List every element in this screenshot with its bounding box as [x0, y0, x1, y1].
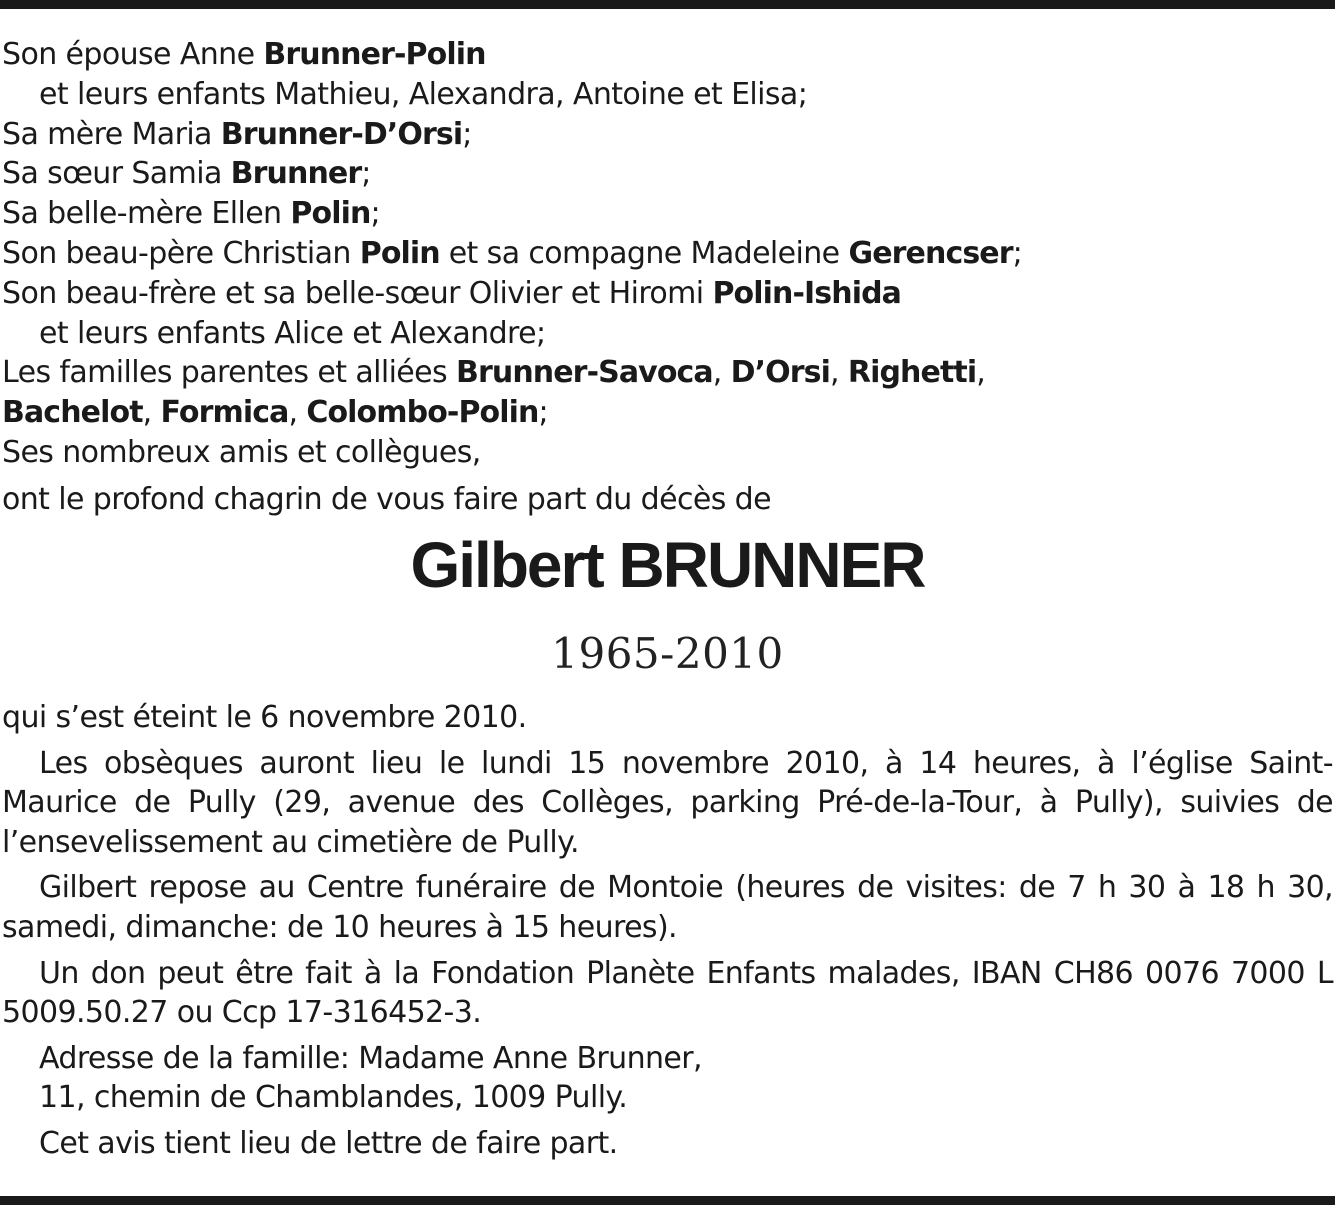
closing-line: Cet avis tient lieu de lettre de faire part. [39, 1125, 618, 1161]
family-address-line-1: Adresse de la famille: Madame Anne Brunner, [39, 1040, 702, 1076]
notice-body [2, 698, 1333, 1164]
visitation-paragraph: Gilbert repose au Centre funéraire de Montoie (heures de visites: de 7 h 30 à 18 h 30, samedi, dimanche: de 10 heures à 15 heures). [2, 870, 1333, 945]
family-line [2, 393, 1332, 433]
family-surname: Gerencser [848, 235, 1013, 271]
family-text: Sa sœur Samia [2, 156, 231, 192]
family-text: Son beau-père Christian [2, 235, 360, 271]
family-surname: Polin [290, 196, 371, 232]
family-surname: Formica [160, 395, 289, 431]
family-surname: Righetti [847, 355, 977, 391]
family-line [2, 35, 1332, 75]
family-surname: Brunner-Savoca [456, 355, 713, 391]
family-text: et sa compagne Madeleine [439, 235, 849, 271]
family-line [2, 115, 1332, 155]
family-surname: D’Orsi [730, 355, 830, 391]
family-text: et leurs enfants Alice et Alexandre; [39, 315, 546, 351]
family-surname: Colombo-Polin [306, 395, 539, 431]
family-text: Sa mère Maria [2, 116, 221, 152]
family-text: Sa belle-mère Ellen [2, 196, 291, 232]
family-surname: Polin [359, 235, 440, 271]
family-line [2, 194, 1332, 234]
family-line [2, 154, 1332, 194]
family-line [2, 314, 1332, 354]
family-text: ; [1012, 235, 1023, 271]
family-surname: Brunner-Polin [263, 37, 486, 72]
death-date-line: qui s’est éteint le 6 novembre 2010. [2, 700, 527, 735]
family-text: , [712, 355, 731, 391]
top-rule [0, 0, 1335, 9]
family-text: Les familles parentes et alliées [2, 355, 456, 391]
family-text: , [830, 355, 848, 391]
family-text: , [142, 395, 161, 431]
family-line [2, 353, 1332, 393]
bottom-rule [0, 1196, 1335, 1205]
family-text: , [288, 395, 307, 431]
family-line [2, 433, 1332, 473]
family-address-line-2: 11, chemin de Chamblandes, 1009 Pully. [39, 1080, 628, 1116]
family-surname: Brunner [230, 156, 362, 192]
family-text: ; [361, 156, 371, 192]
family-text: Son beau-frère et sa belle-sœur Olivier et Hiromi [2, 275, 713, 311]
life-years: 1965-2010 [551, 629, 784, 678]
family-text: Ses nombreux amis et collègues, [2, 434, 481, 470]
family-list [2, 35, 1332, 473]
family-text: ; [538, 395, 548, 431]
family-text: ; [462, 116, 472, 152]
family-text: et leurs enfants Mathieu, Alexandra, Antoine et Elisa; [39, 76, 808, 112]
family-text: ; [370, 196, 380, 232]
family-line [2, 75, 1332, 115]
family-surname: Polin-Ishida [712, 275, 902, 311]
family-line [2, 274, 1332, 314]
funeral-paragraph: Les obsèques auront lieu le lundi 15 novembre 2010, à 14 heures, à l’église Saint-Maurice de Pully (29, avenue des Collèges, parking Pré-de-la-Tour, à Pully), suivies de l’ensevelissement au cimetière de Pully. [2, 745, 1333, 860]
family-text: , [976, 355, 986, 391]
family-surname: Brunner-D’Orsi [220, 116, 463, 152]
donation-paragraph: Un don peut être fait à la Fondation Planète Enfants malades, IBAN CH86 0076 7000 L 5009.50.27 ou Ccp 17-316452-3. [2, 955, 1333, 1031]
deceased-name: Gilbert BRUNNER [410, 529, 925, 601]
family-line [2, 234, 1332, 274]
family-text: Son épouse Anne [2, 37, 264, 72]
family-surname: Bachelot [2, 395, 143, 431]
announcement-intro: ont le profond chagrin de vous faire part du décès de [2, 482, 771, 517]
